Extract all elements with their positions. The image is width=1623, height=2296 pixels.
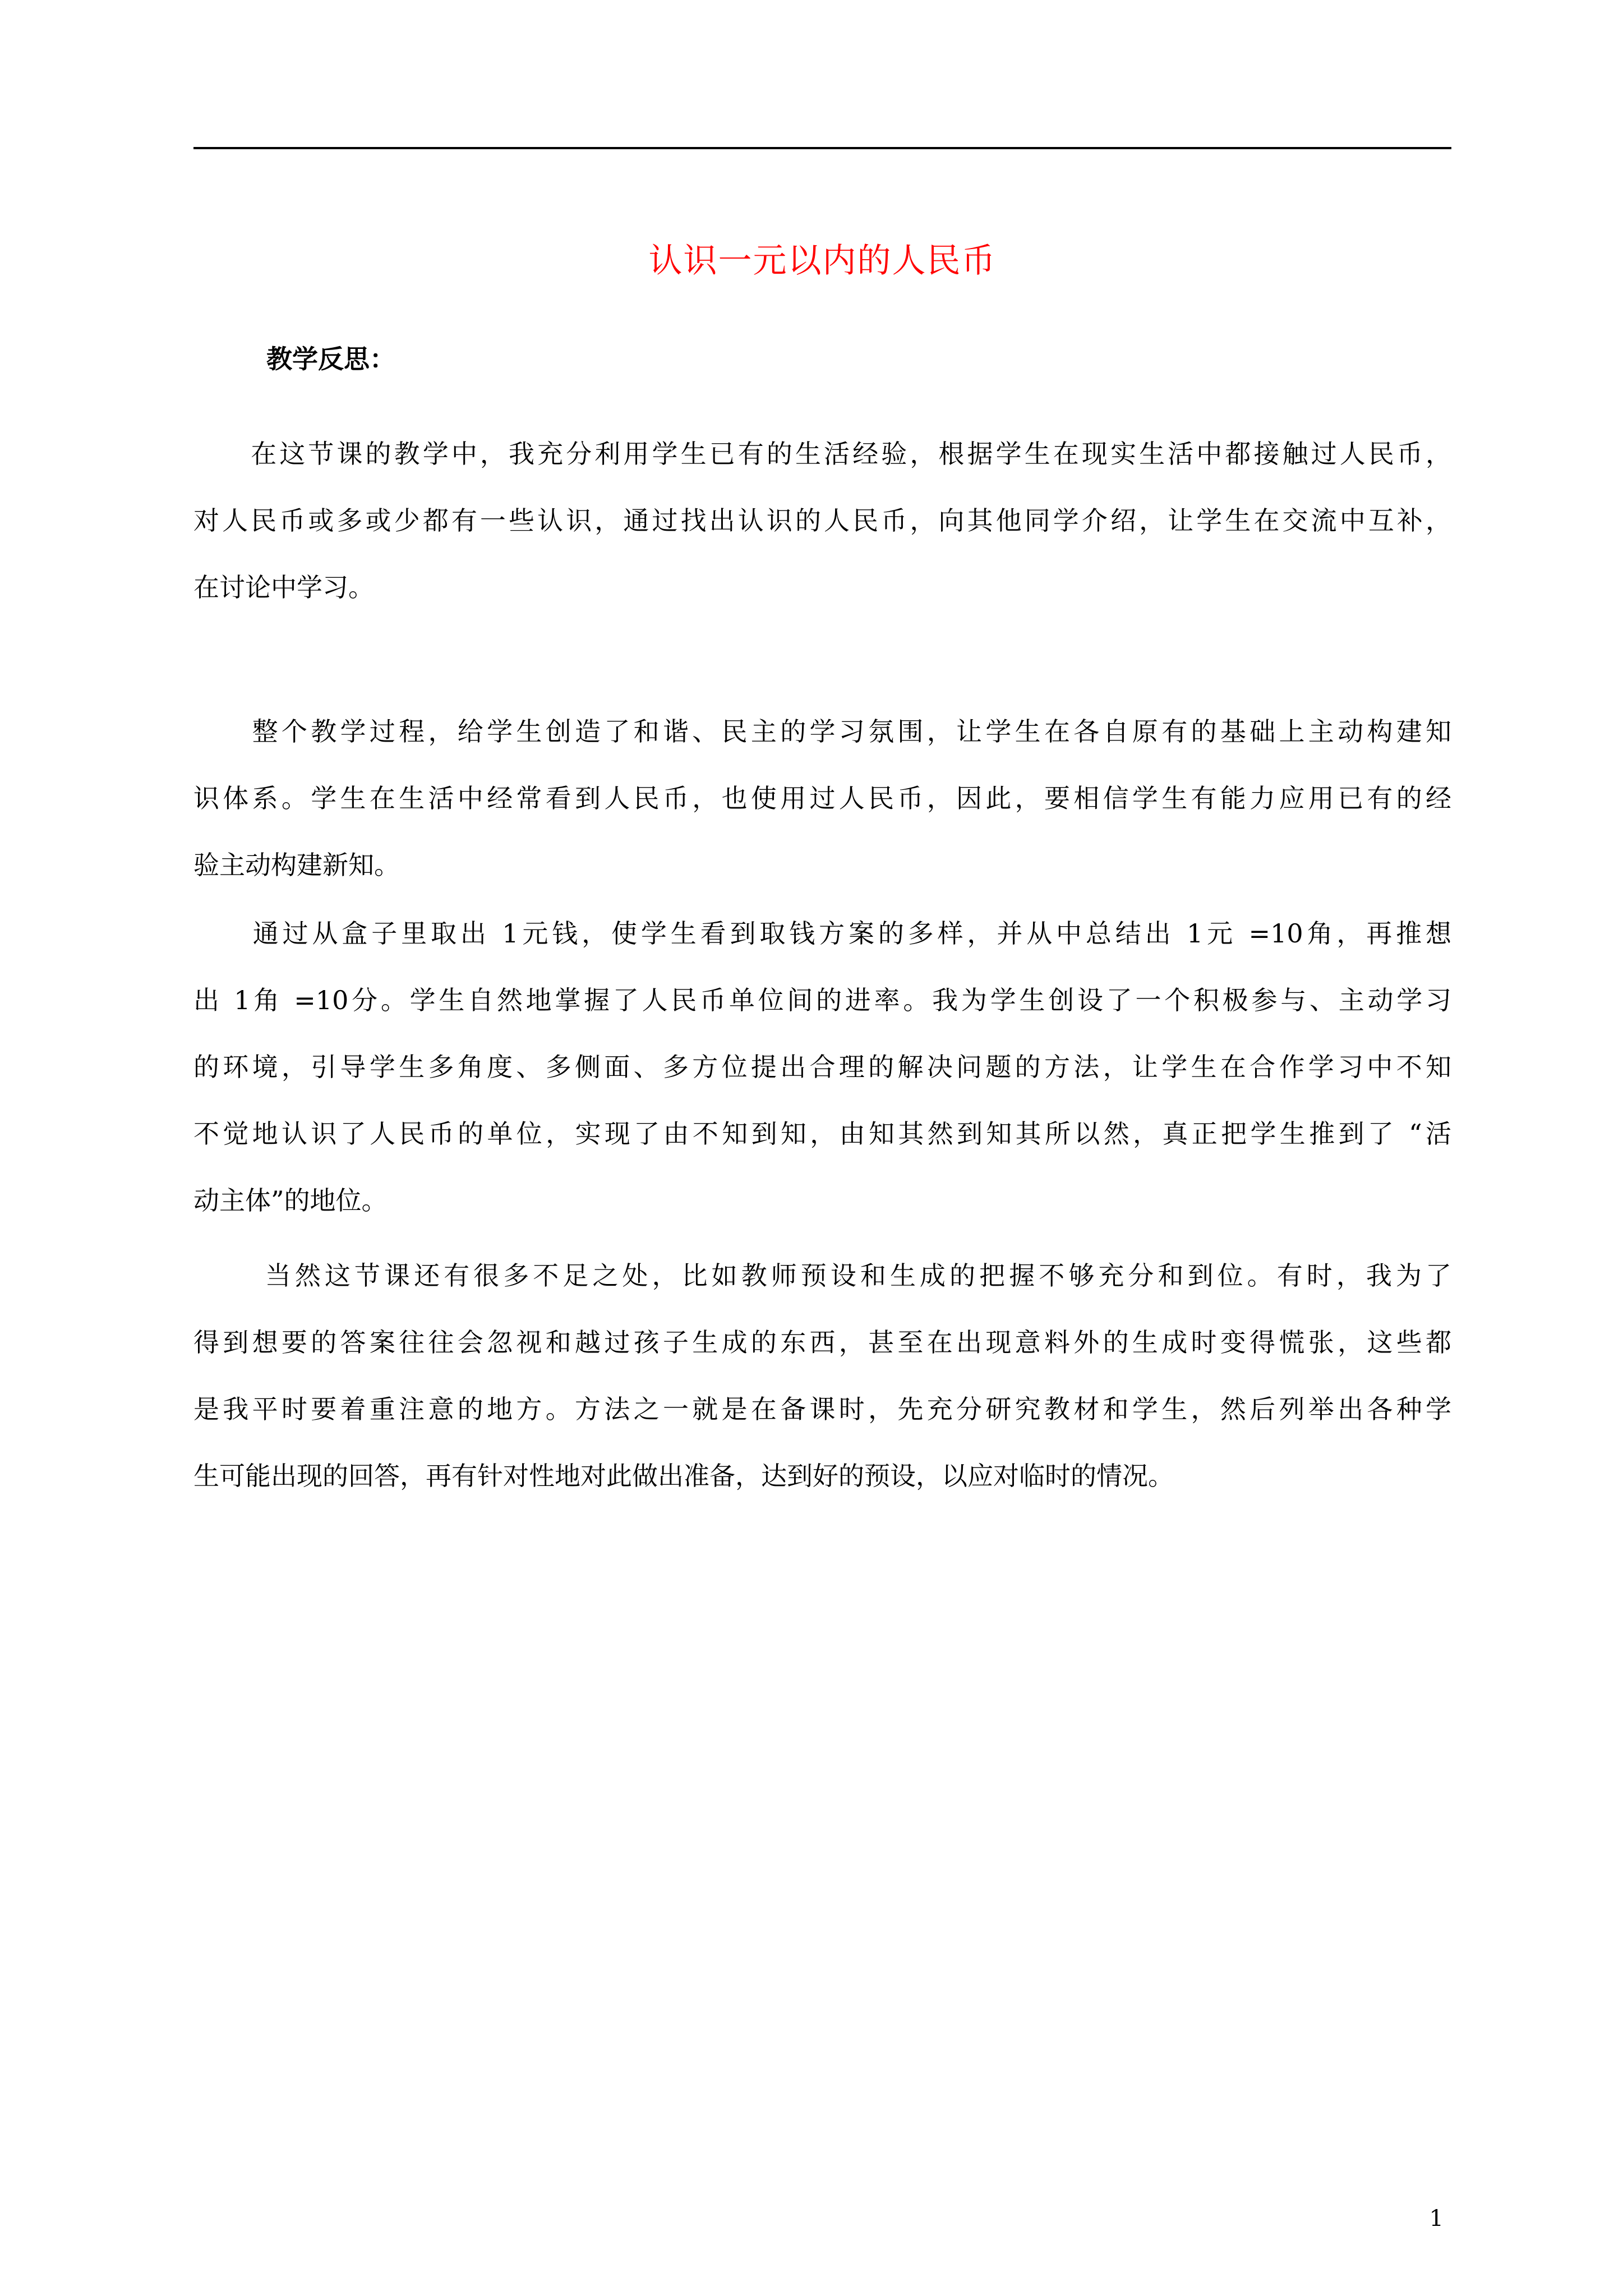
paragraph-line: 对人民币或多或少都有一些认识，通过找出认识的人民币，向其他同学介绍，让学生在交流中互补， bbox=[193, 505, 1451, 536]
page-number: 1 bbox=[1429, 2206, 1444, 2231]
paragraph-line: 通过从盒子里取出 1元钱，使学生看到取钱方案的多样，并从中总结出 1元 =10角，再推想 bbox=[193, 918, 1451, 949]
document-title: 认识一元以内的人民币 bbox=[648, 241, 997, 280]
section-label: 教学反思： bbox=[266, 344, 395, 374]
paragraph-1 bbox=[193, 421, 1451, 621]
paragraph-line: 整个教学过程，给学生创造了和谐、民主的学习氛围，让学生在各自原有的基础上主动构建知 bbox=[193, 716, 1451, 747]
paragraph-4 bbox=[193, 1243, 1451, 1510]
paragraph-line: 得到想要的答案往往会忽视和越过孩子生成的东西，甚至在出现意料外的生成时变得慌张，这些都 bbox=[193, 1327, 1451, 1358]
paragraph-line: 是我平时要着重注意的地方。方法之一就是在备课时，先充分研究教材和学生，然后列举出各种学 bbox=[193, 1394, 1451, 1424]
paragraph-line: 的环境，引导学生多角度、多侧面、多方位提出合理的解决问题的方法，让学生在合作学习中不知 bbox=[193, 1052, 1451, 1082]
paragraph-line: 验主动构建新知。 bbox=[193, 850, 400, 880]
paragraph-2 bbox=[193, 698, 1451, 899]
paragraph-line: 识体系。学生在生活中经常看到人民币，也使用过人民币，因此，要相信学生有能力应用已有的经 bbox=[193, 783, 1451, 813]
paragraph-line: 动主体”的地位。 bbox=[193, 1185, 388, 1216]
paragraph-line: 不觉地认识了人民币的单位，实现了由不知到知，由知其然到知其所以然，真正把学生推到了 “活 bbox=[193, 1119, 1451, 1149]
paragraph-line: 出 1角 =10分。学生自然地掌握了人民币单位间的进率。我为学生创设了一个积极参与、主动学习 bbox=[193, 985, 1451, 1015]
paragraph-line: 在讨论中学习。 bbox=[193, 572, 374, 602]
paragraph-line: 生可能出现的回答，再有针对性地对此做出准备，达到好的预设，以应对临时的情况。 bbox=[193, 1461, 1174, 1491]
header-rule bbox=[193, 147, 1451, 149]
paragraph-line: 在这节课的教学中，我充分利用学生已有的生活经验，根据学生在现实生活中都接触过人民币， bbox=[193, 439, 1451, 469]
paragraph-3 bbox=[193, 900, 1451, 1234]
paragraph-line: 当然这节课还有很多不足之处，比如教师预设和生成的把握不够充分和到位。有时，我为了 bbox=[193, 1260, 1451, 1291]
